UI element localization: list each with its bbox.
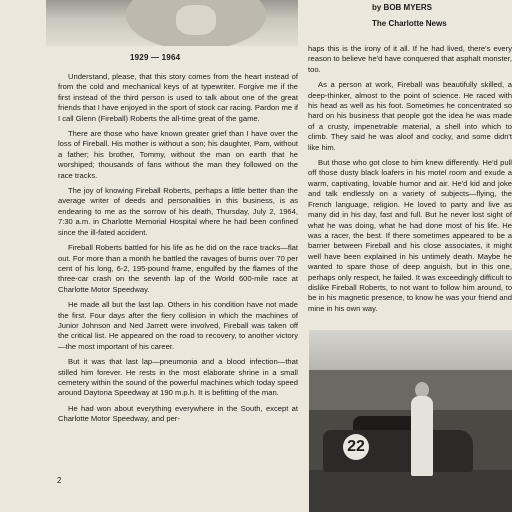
photo-caption: 1929 — 1964 — [130, 53, 181, 62]
paragraph: There are those who have known greater grief than I have over the loss of Fireball. His mother is without a son; his daughter, Pam, without a father; his brother, Tommy, without the man on earth that he worshiped; thousands of fans without the man they followed on the race tracks. — [58, 129, 298, 180]
source-name: The Charlotte News — [372, 19, 447, 28]
paragraph: The joy of knowing Fireball Roberts, perhaps a little better than the average writer of deeds and personalities in this business, is as endearing to me as the sorrow of his death, Thursday, July 2, 1964, 7:30 a.m. in Charlotte Memorial Hospital where he had been confined since the ill-fated accident. — [58, 186, 298, 237]
race-photo-top — [46, 0, 298, 46]
paragraph: But those who got close to him knew differently. He'd pull off those dusty black loafers in his motel room and exude a warm, captivating, lovable humor and air. He'd kid and joke and talk endlessly on a variety of subjects—flying, the French language, religion. He loved to party and live as many did in his day, fast and full. But he never lost sight of what he was doing, what he had done most of his life. He was a racer, the best. If there sometimes appeared to be a barrier between Fireball and his close associates, it might well have been explained in his untimely death. Maybe he wanted to spare those of deep anguish, but in this one, perhaps only respect, he failed. It was exceedingly difficult to dislike Fireball Roberts, to not want to follow him around, to be in his magnetic presence, to know he was your friend and mine in his own way. — [308, 158, 512, 313]
paragraph: haps this is the irony of it all. If he had lived, there's every reason to believe he'd have conquered that asphalt monster, too. — [308, 44, 512, 74]
race-car-photo — [309, 330, 512, 512]
driver-figure — [411, 396, 433, 476]
paragraph: He had won about everything everywhere in the South, except at Charlotte Motor Speedway, and per- — [58, 403, 298, 424]
byline — [372, 0, 447, 32]
paragraph: As a person at work, Fireball was beautifully skilled, a deep-thinker, almost to the point of science. He raced with his head as well as his foot. Sometimes he concentrated so hard on his business that people got the idea he was made of a crusty, impenetrable material, a shell into which to climb. They said he was aloof and cocky, and some didn't like him. — [308, 80, 512, 152]
author-name: by BOB MYERS — [372, 3, 433, 12]
page-number: 2 — [57, 476, 62, 485]
paragraph: Fireball Roberts battled for his life as he did on the race tracks—flat out. For more than a month he battled the ravages of burns over 70 per cent of his long, 6-2, 195-pound frame, engulfed by the flames of the three-car crash on the seventh lap of the World 600-mile race at Charlotte Motor Speedway. — [58, 243, 298, 294]
paragraph: Understand, please, that this story comes from the heart instead of from the cold and mechanical keys of at typewriter. Forgive me if the first instead of the third person is used to talk about one of the great friends that I have enjoyed in the sport of stock car racing. Pardon me if I call Glenn (Fireball) Roberts the all-time great of the game. — [58, 72, 298, 123]
left-column — [58, 72, 298, 430]
paragraph: But it was that last lap—pneumonia and a blood infection—that stilled him forever. He rests in the most elaborate shrine in a small cemetery within the sound of the powerful machines which today speed around Daytona Speedway at 190 m.p.h. It is befitting of the man. — [58, 357, 298, 398]
car-number: 22 — [343, 434, 369, 460]
right-column — [308, 44, 512, 319]
paragraph: He made all but the last lap. Others in his condition have not made the first. Four days after the fiery collision in which the machines of Junior Johnson and Ned Jarrett were involved, Fireball was taken off the critical list. He appeared on the road to recovery, to another victory—the most important of his career. — [58, 300, 298, 351]
